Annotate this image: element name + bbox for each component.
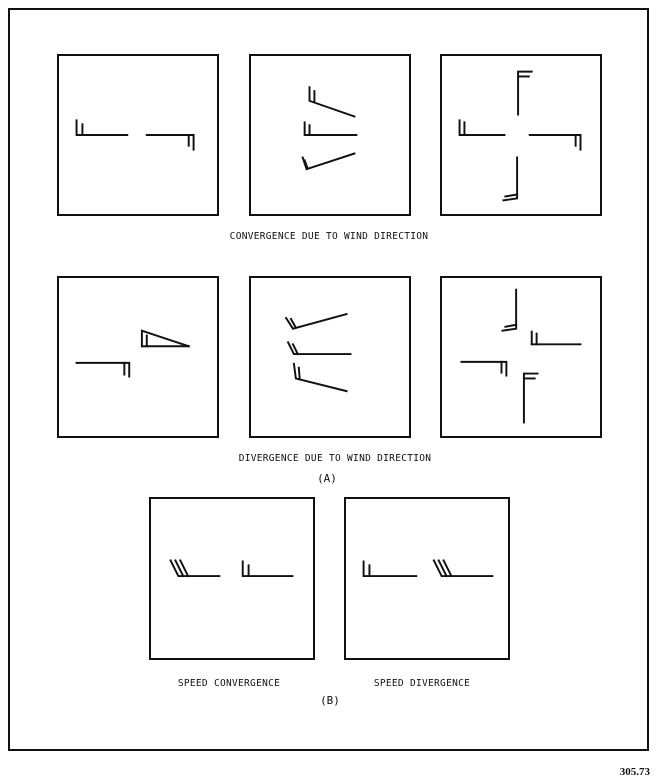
caption-convergence-direction: CONVERGENCE DUE TO WIND DIRECTION [229,231,429,242]
wind-barb-middle [305,122,357,135]
panel-convergence-cross [440,54,602,216]
wind-barb-fast [171,560,220,576]
panel-speed-convergence [149,497,315,660]
panel-divergence-opposing [57,276,219,438]
wind-barb-west [77,120,128,135]
barb-feather [299,368,300,380]
wind-barb-west [462,362,507,376]
wind-barb-east [147,135,194,150]
barb-feather [505,194,517,196]
wind-barbs-opposing-converge [59,56,217,214]
wind-barbs-speed-diverge [346,499,508,658]
wind-barb-slow [364,561,417,576]
barb-feather [505,325,516,327]
panel-divergence-cross [440,276,602,438]
caption-divergence-direction: DIVERGENCE DUE TO WIND DIRECTION [238,453,432,464]
panel-divergence-fan [249,276,411,438]
part-label-a: (A) [317,472,337,485]
wind-barb-east [142,331,189,347]
part-label-b: (B) [320,694,340,707]
wind-barbs-speed-converge [151,499,313,658]
wind-barbs-cross-converge [442,56,600,214]
wind-barbs-fan-diverge [251,278,409,436]
wind-barbs-opposing-diverge [59,278,217,436]
wind-barb-west [77,363,130,377]
panel-speed-divergence [344,497,510,660]
caption-speed-convergence: SPEED CONVERGENCE [177,678,281,689]
wind-barb-lower [294,364,347,391]
wind-barbs-cross-diverge [442,278,600,436]
wind-barb-north [518,72,532,115]
wind-barb-lower [303,154,355,170]
wind-barb-south [524,374,538,423]
wind-barb-east [530,135,581,150]
panel-convergence-fan [249,54,411,216]
panel-convergence-opposing [57,54,219,216]
wind-barb-west [460,120,505,135]
wind-barb-upper [310,87,355,116]
wind-barb-slow [243,561,293,576]
wind-barbs-fan-converge [251,56,409,214]
figure-number: 305.73 [619,766,650,778]
caption-speed-divergence: SPEED DIVERGENCE [373,678,471,689]
